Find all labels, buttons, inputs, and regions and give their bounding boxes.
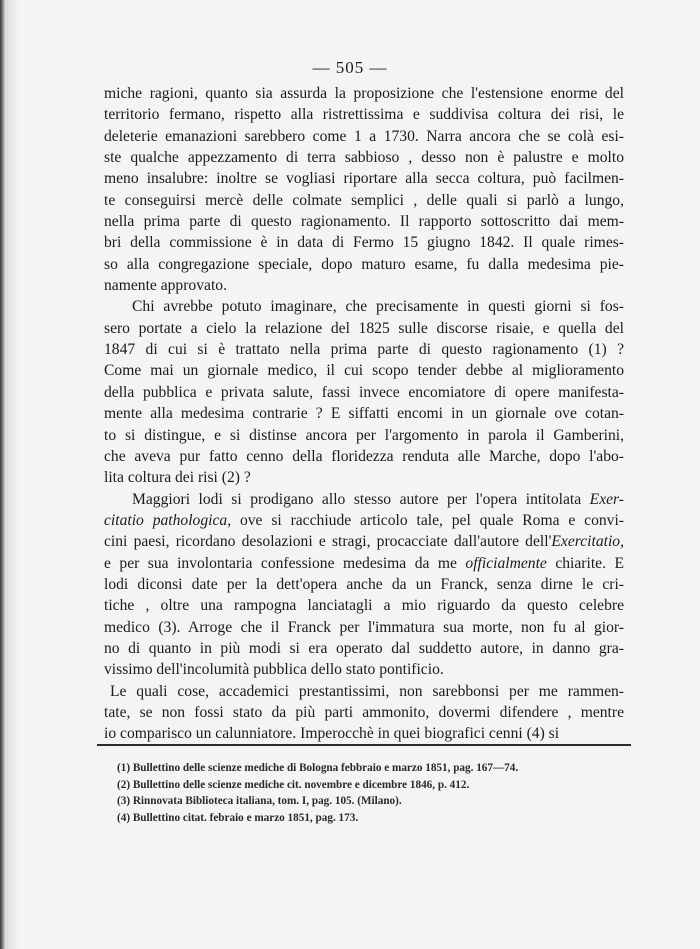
text-line: sero portate a cielo la relazione del 1825 sulle discorse risaie, e quella del	[104, 319, 624, 337]
text-line: e per sua involontaria confessione medesima da me officialmente chiarite. E	[104, 554, 624, 572]
text-line: Chi avrebbe potuto imaginare, che precisamente in questi giorni si fos-	[132, 298, 624, 316]
footnote-separator-rule	[97, 744, 631, 746]
text-line: bri della commissione è in data di Fermo 15 giugno 1842. Il quale rimes-	[104, 234, 624, 252]
footnotes	[117, 760, 617, 826]
page-binding-shadow	[5, 0, 19, 949]
text-line: deleterie emanazioni sarebbero come 1 a 1730. Narra ancora che se colà esi-	[104, 127, 624, 145]
text-line: nella prima parte di questo ragionamento. Il rapporto sottoscritto dai mem-	[104, 213, 624, 231]
paragraph	[104, 681, 624, 745]
footnote: (1) Bullettino delle scienze mediche di Bologna febbraio e marzo 1851, pag. 167—74.	[117, 762, 519, 774]
italic-title: officialmente	[465, 554, 547, 572]
text-line: Le quali cose, accademici prestantissimi, non sarebbonsi per me rammen-	[110, 682, 624, 700]
text-line: cini paesi, ricordano desolazioni e stragi, procacciate dall'autore dell'Exercitatio,	[104, 533, 624, 551]
italic-title: citatio pathologica	[104, 511, 228, 529]
paragraph	[104, 83, 624, 296]
text-line: Come mai un giornale medico, il cui scopo tender debbe al miglioramento	[104, 362, 624, 380]
text-line: citatio pathologica, ove si racchiude articolo tale, pel quale Roma e convi-	[104, 511, 624, 529]
text-line: che aveva pur fatto cenno della floridezza renduta alle Marche, dopo l'abo-	[104, 447, 624, 465]
page-number: — 505 —	[312, 58, 388, 77]
text-line: tate, se non fossi stato da più parti ammonito, dovermi difendere , mentre	[104, 703, 624, 721]
text-line: mente alla medesima contrarie ? E siffatti encomi in un giornale ove cotan-	[104, 405, 624, 423]
text-line: miche ragioni, quanto sia assurda la proposizione che l'estensione enorme del	[104, 85, 624, 102]
body-text	[104, 83, 624, 745]
footnote: (4) Bullettino citat. febraio e marzo 1851, pag. 173.	[117, 811, 359, 824]
text-line: lodi diconsi date per la dett'opera anche da un Franck, senza dirne le cri-	[104, 575, 624, 593]
text-line: medico (3). Arroge che il Franck per l'immatura sua morte, non fu al gior-	[104, 618, 624, 636]
text-line: meno insalubre: inoltre se vogliasi riportare alla secca coltura, può facilmen-	[104, 170, 624, 188]
text-line: no di quanto in più modi si era operato dal suddetto autore, in danno gra-	[104, 639, 624, 657]
text-line: namente approvato.	[104, 277, 227, 295]
text-line: ste qualche appezzamento di terra sabbioso , desso non è palustre e molto	[104, 149, 624, 167]
text-line: to si distingue, e si distinse ancora per l'argomento in parola il Gamberini,	[104, 426, 624, 444]
text-line: vissimo dell'incolumità pubblica dello stato pontificio.	[104, 661, 444, 679]
text-line: 1847 di cui si è trattato nella prima parte di questo ragionamento (1) ?	[104, 341, 624, 359]
footnote: (3) Rinnovata Biblioteca italiana, tom. I, pag. 105. (Milano).	[117, 795, 402, 808]
text-line: della pubblica e privata salute, fassi invece encomiatore di opere manifesta-	[104, 383, 624, 401]
text-line: io comparisco un calunniatore. Imperocchè in quei biografici cenni (4) si	[104, 725, 560, 743]
paragraph	[104, 489, 624, 681]
text-line: te conseguirsi mercè delle colmate semplici , delle quali si parlò a lungo,	[104, 191, 624, 209]
footnote: (2) Bullettino delle scienze mediche cit. novembre e dicembre 1846, p. 412.	[117, 778, 470, 791]
text-line: lita coltura dei risi (2) ?	[104, 469, 251, 487]
text-line: territorio fermano, rispetto alla ristrettissima e suddivisa coltura dei risi, le	[104, 106, 624, 124]
italic-title: Exer-	[589, 490, 624, 508]
italic-title: Exercitatio	[551, 533, 621, 551]
text-line: so alla congregazione speciale, dopo maturo esame, fu dalla medesima pie-	[104, 255, 624, 273]
paragraph	[104, 296, 624, 488]
text-line: tiche , oltre una rampogna lanciatagli a mio riguardo da questo celebre	[104, 597, 624, 615]
text-line: Maggiori lodi si prodigano allo stesso autore per l'opera intitolata Exer-	[132, 490, 624, 508]
